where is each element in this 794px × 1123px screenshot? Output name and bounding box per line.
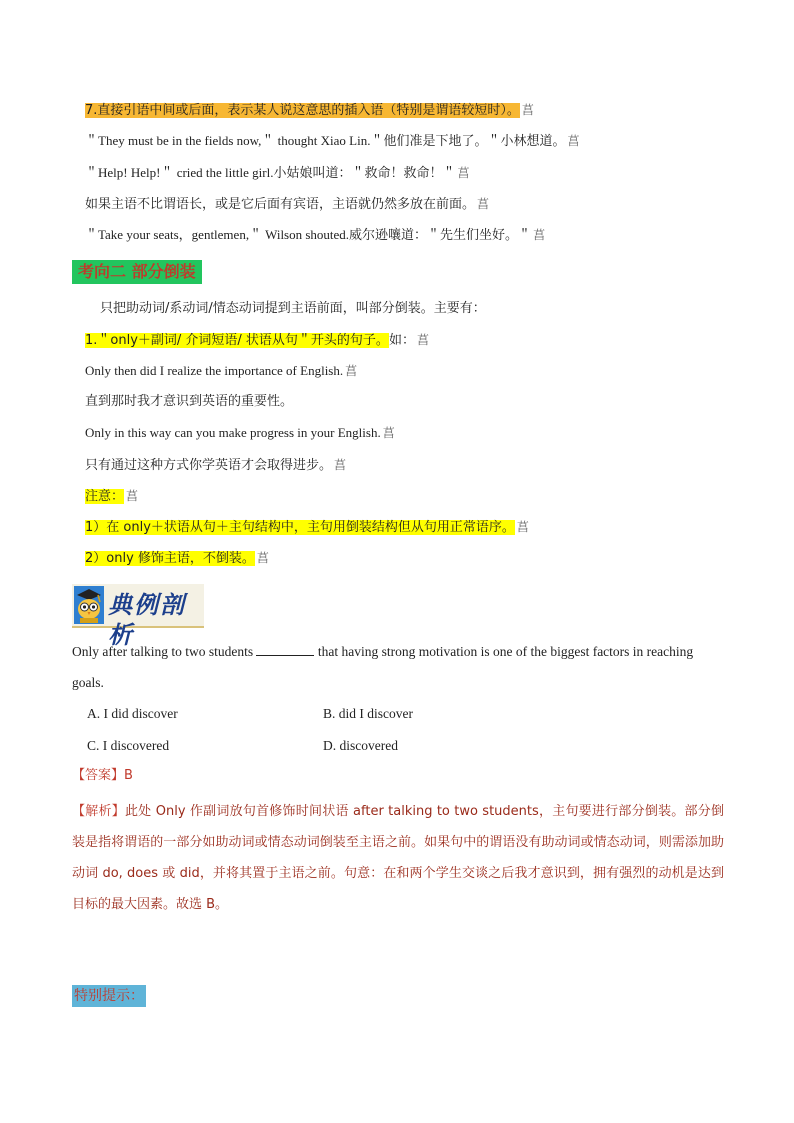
owl-mascot-icon — [74, 586, 104, 624]
question-stem-cont: goals. — [72, 675, 104, 690]
question-stem: Only after talking to two students that having strong motivation is one of the biggest factors in reaching — [72, 644, 694, 659]
example-translation-2: 只有通过这种方式你学英语才会取得进步。 菖 — [85, 458, 347, 473]
note-item-2: 2）only 修饰主语，不倒装。 菖 — [85, 551, 269, 566]
note-item-1: 1）在 only＋状语从句＋主句结构中，主句用倒装结构但从句用正常语序。 菖 — [85, 520, 529, 535]
example-translation-1: 直到那时我才意识到英语的重要性。 — [85, 394, 294, 409]
section-item-1: 1.＂only＋副词/ 介词短语/ 状语从句＂开头的句子。如： 菖 — [85, 333, 429, 348]
example-line-3: ＂Take your seats，gentlemen,＂ Wilson shouted.威尔逊嚷道：＂先生们坐好。＂ 菖 — [85, 227, 546, 242]
option-a: A. I did discover — [87, 706, 178, 721]
example-sentence-2: Only in this way can you make progress in your English. 菖 — [85, 425, 395, 440]
example-line-1: ＂They must be in the fields now,＂ thought Xiao Lin.＂他们准是下地了。＂小林想道。 菖 — [85, 133, 580, 148]
example-analysis-banner — [72, 584, 204, 649]
example-sentence-1: Only then did I realize the importance of English. 菖 — [85, 363, 358, 378]
option-c: C. I discovered — [87, 738, 170, 753]
option-d: D. discovered — [323, 738, 398, 753]
rule-note-line: 如果主语不比谓语长，或是它后面有宾语，主语就仍然多放在前面。 菖 — [85, 197, 490, 212]
explanation: 【解析】此处 Only 作副词放句首修饰时间状语 after talking to two students，主句要进行部分倒装。部分倒装是指将谓语的一部分如助动词或情态动词倒装至主语之前。如果句中的谓语没有助动词或情态动词，则需添加助动词 do, does 或 did，并将其置于主语之前。句意：在和两个学生交谈之后我才意识到，拥有强烈的动机是达到目标的最大因素。故选 B。 — [72, 804, 724, 912]
special-tip-label: 特别提示： — [72, 985, 146, 1007]
answer-blank — [256, 643, 314, 656]
option-b: B. did I discover — [323, 706, 413, 721]
rule-7-line: 7.直接引语中间或后面，表示某人说这意思的插入语（特别是谓语较短时）。 菖 — [85, 103, 534, 118]
section-heading: 考向二 部分倒装 — [72, 260, 202, 284]
note-label: 注意： 菖 — [85, 489, 139, 504]
answer-line: 【答案】B — [72, 768, 133, 783]
banner-title: 典例剖析 — [108, 590, 186, 649]
example-line-2: ＂Help! Help!＂ cried the little girl.小姑娘叫道：＂救命！救命！＂ 菖 — [85, 165, 470, 180]
section-intro: 只把助动词/系动词/情态动词提到主语前面，叫部分倒装。主要有： — [100, 301, 486, 316]
